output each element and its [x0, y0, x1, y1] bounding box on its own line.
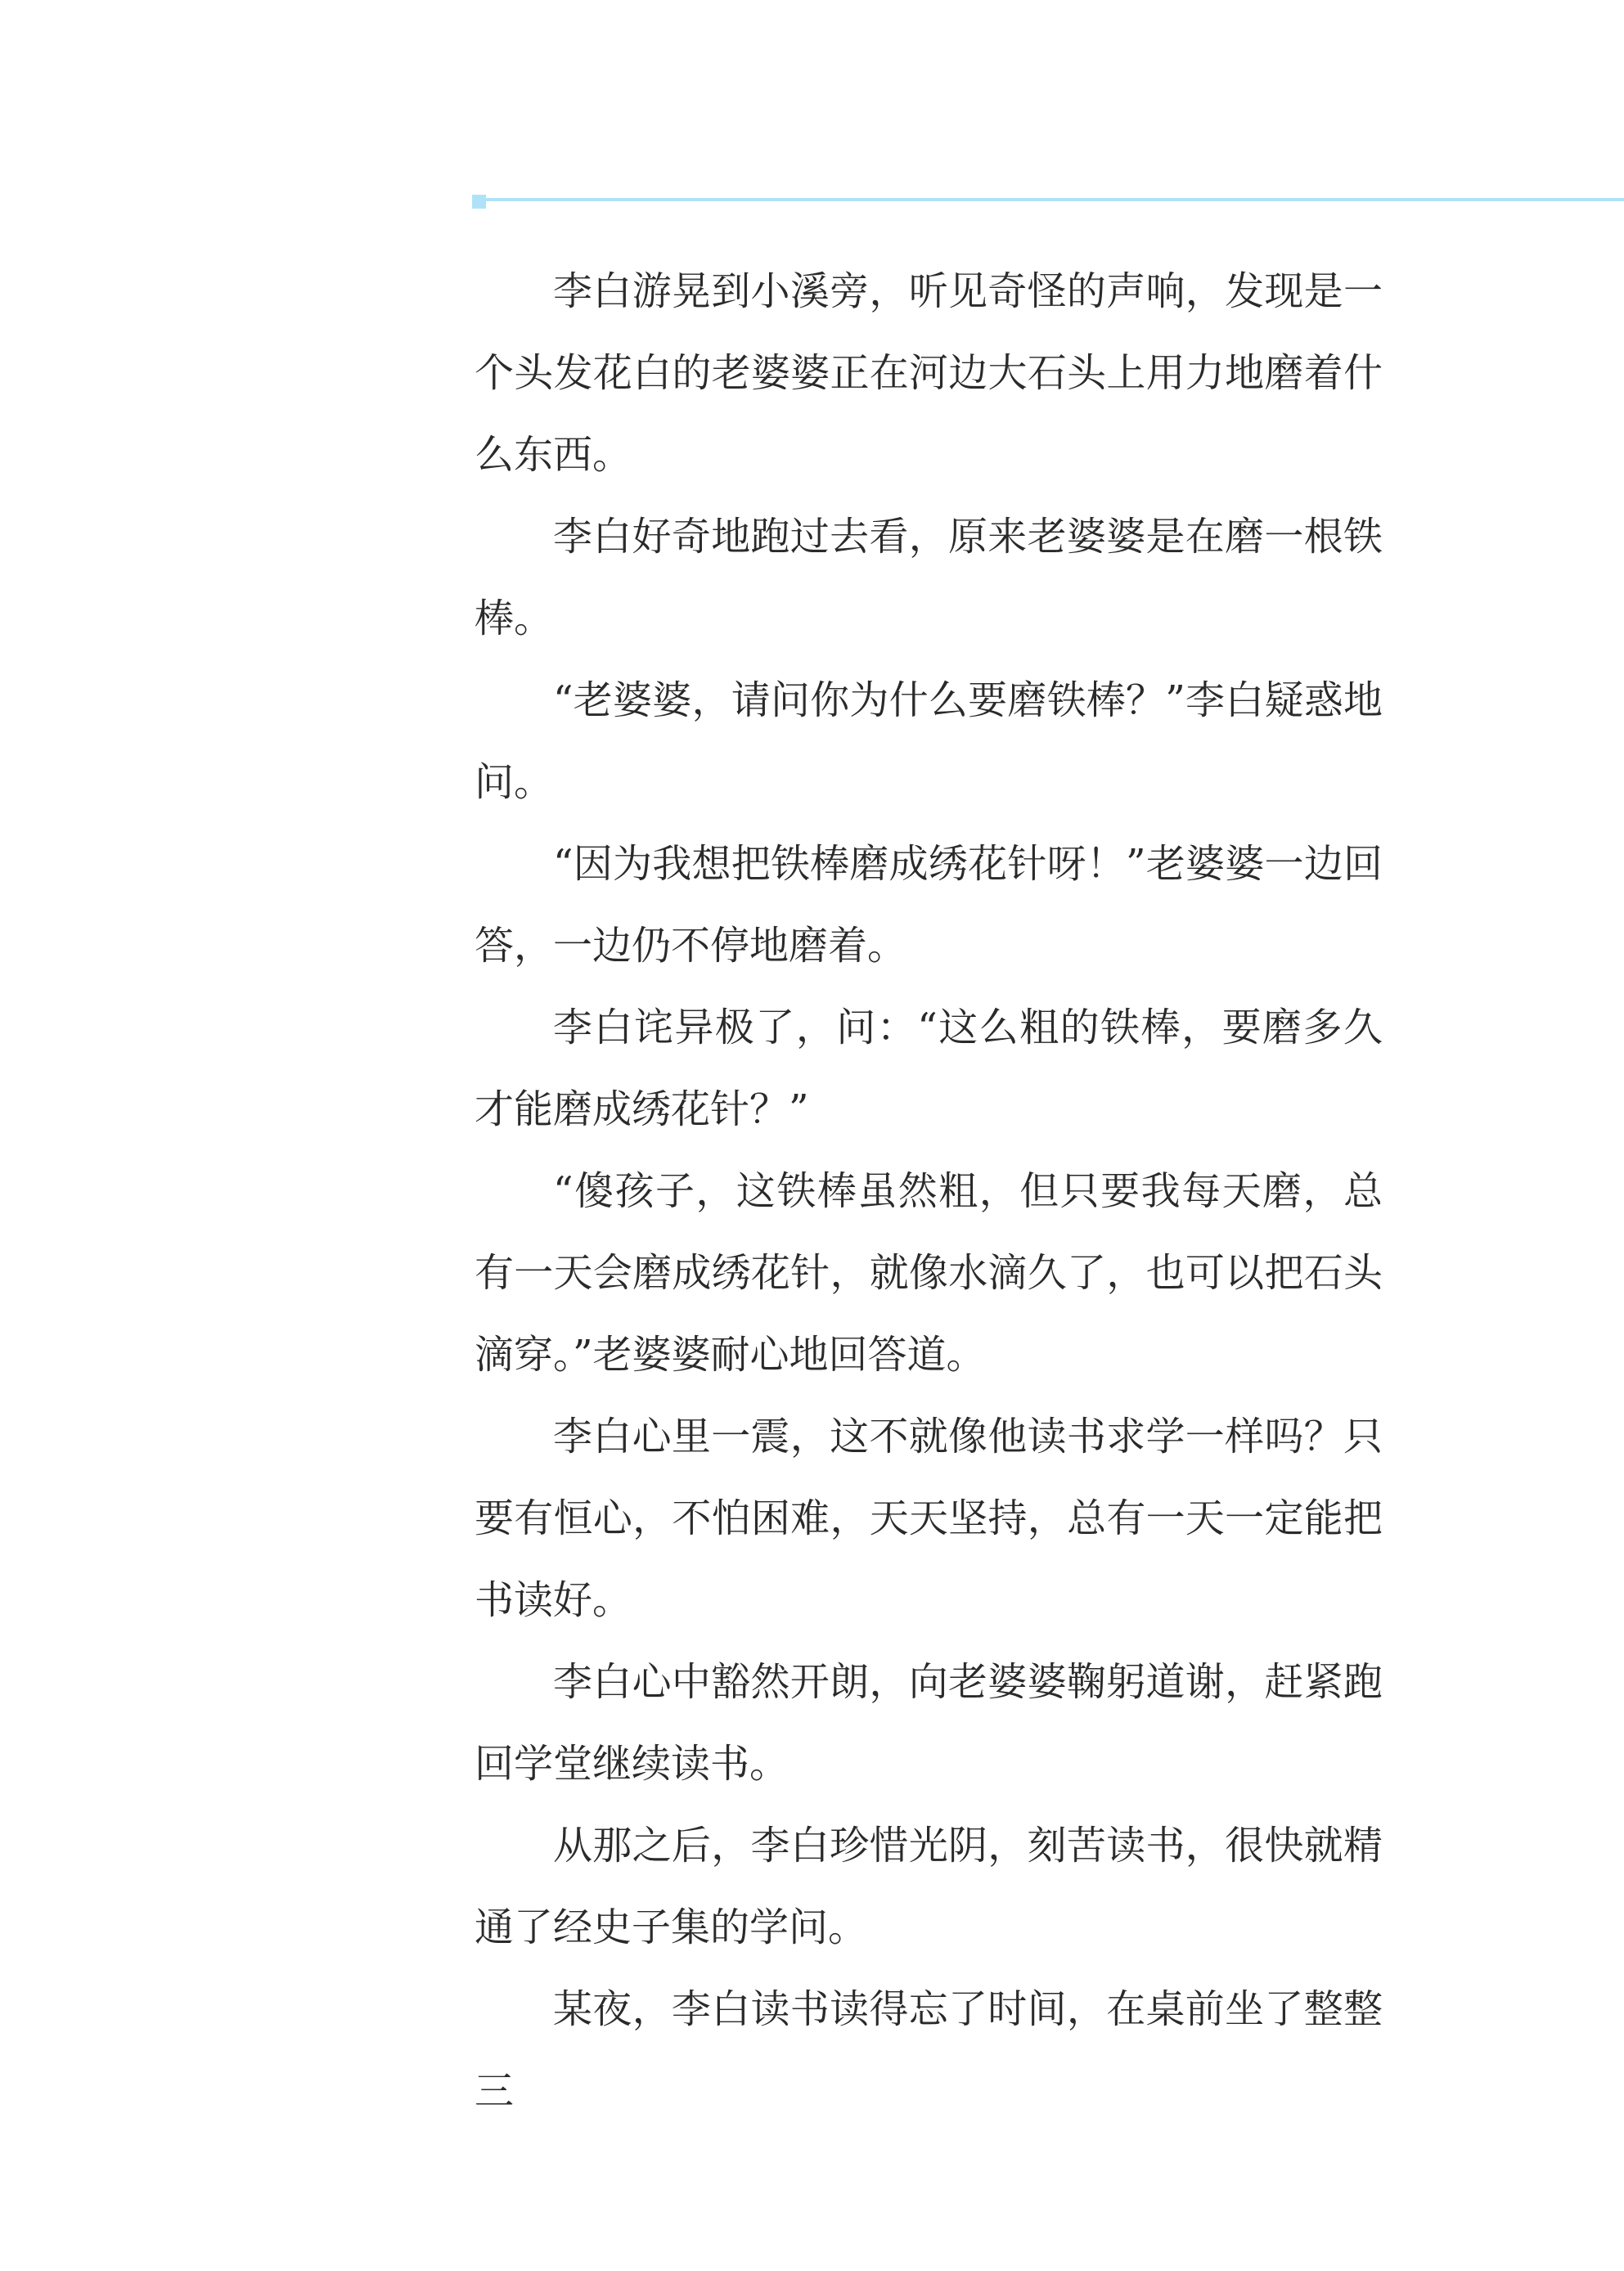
paragraph: 某夜，李白读书读得忘了时间，在桌前坐了整整三 — [475, 1986, 1383, 2114]
paragraph: 李白好奇地跑过去看，原来老婆婆是在磨一根铁棒。 — [475, 514, 1383, 641]
header-accent-square — [472, 195, 486, 209]
story-body — [475, 250, 1383, 2132]
paragraph: “因为我想把铁棒磨成绣花针呀！”老婆婆一边回答，一边仍不停地磨着。 — [475, 841, 1383, 969]
header-rule — [472, 198, 1624, 201]
paragraph: 李白心中豁然开朗，向老婆婆鞠躬道谢，赶紧跑回学堂继续读书。 — [475, 1659, 1383, 1787]
paragraph: 李白游晃到小溪旁，听见奇怪的声响，发现是一个头发花白的老婆婆正在河边大石头上用力地磨着什么东西。 — [475, 268, 1383, 478]
paragraph: 从那之后，李白珍惜光阴，刻苦读书，很快就精通了经史子集的学问。 — [475, 1823, 1383, 1950]
paragraph: 李白心里一震，这不就像他读书求学一样吗？只要有恒心，不怕困难，天天坚持，总有一天一定能把书读好。 — [475, 1414, 1383, 1623]
paragraph: “老婆婆，请问你为什么要磨铁棒？”李白疑惑地问。 — [475, 677, 1383, 805]
paragraph: 李白诧异极了，问：“这么粗的铁棒，要磨多久才能磨成绣花针？” — [475, 1005, 1383, 1132]
paragraph: “傻孩子，这铁棒虽然粗，但只要我每天磨，总有一天会磨成绣花针，就像水滴久了，也可以把石头滴穿。”老婆婆耐心地回答道。 — [475, 1168, 1383, 1378]
